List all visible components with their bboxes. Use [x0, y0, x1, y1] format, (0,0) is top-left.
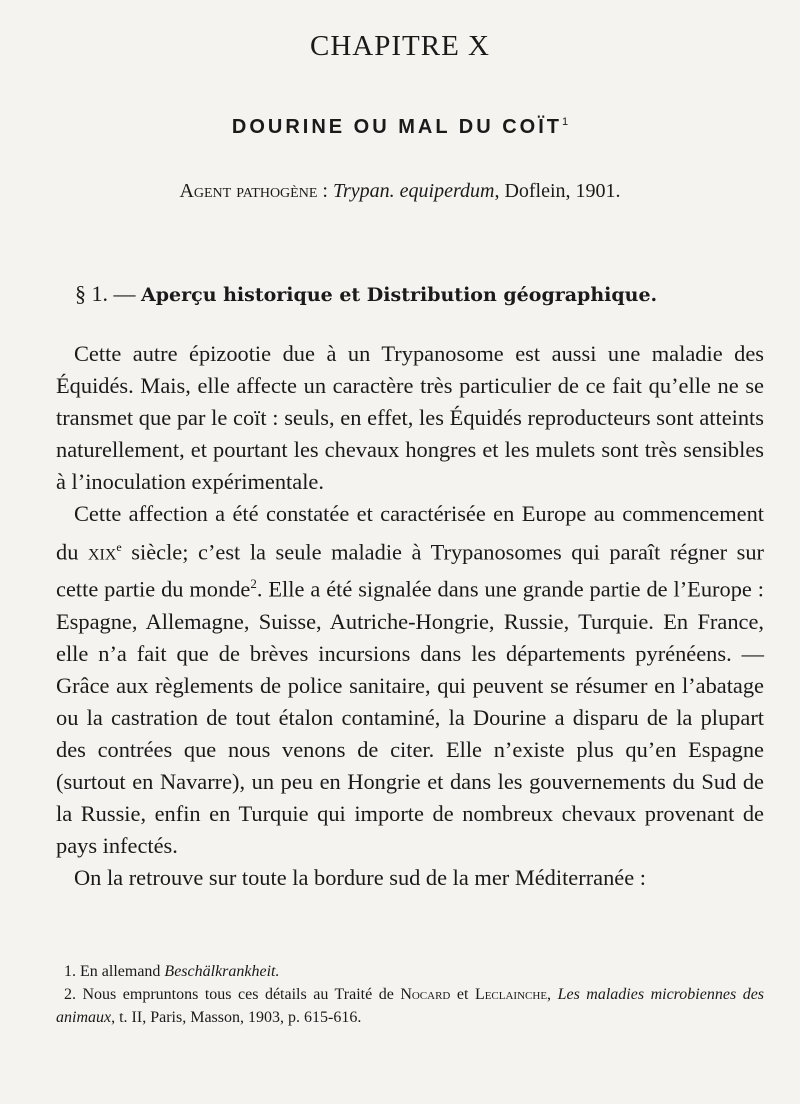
- footnote-ref-2: 2: [250, 576, 257, 592]
- footnotes: [56, 960, 764, 1029]
- footnote-2-author-2: Leclainche: [474, 986, 548, 1003]
- paragraph-2: [56, 498, 764, 862]
- footnote-2-comma: ,: [547, 986, 558, 1003]
- agent-species: Trypan. equiperdum: [332, 180, 495, 202]
- agent-author: , Doflein, 1901.: [494, 180, 621, 202]
- footnote-1-text: 1. En allemand: [64, 963, 165, 980]
- title-footnote-ref: 1: [561, 116, 569, 128]
- body-text: [56, 338, 764, 895]
- paragraph-1: Cette autre épizootie due à un Trypanosome est aussi une maladie des Équidés. Mais, elle affecte un caractère très particulier de ce fait qu’elle ne se transmet que par le coït : seuls, en effet, les Équidés reproducteurs sont atteints naturellement, et pourtant les chevaux hongres et les mulets sont très sensibles à l’inoculation expérimentale.: [56, 341, 764, 495]
- footnote-2-author-1: Nocard: [400, 986, 451, 1003]
- footnote-1: [56, 960, 764, 983]
- footnote-2-rest: , t. II, Paris, Masson, 1903, p. 615-616.: [111, 1009, 362, 1026]
- agent-separator: :: [317, 180, 333, 202]
- paragraph-2-part-b: siècle; c’est la seule maladie à Trypanosomes qui paraît régner sur cette partie du monde: [56, 539, 764, 602]
- footnote-2-book-title: Les maladies microbiennes des animaux: [56, 986, 765, 1026]
- century-numeral: xix: [87, 539, 117, 565]
- agent-label: Agent pathogène: [179, 180, 318, 202]
- footnote-2-text: 2. Nous empruntons tous ces détails au Traité de: [64, 986, 401, 1003]
- section-title: Aperçu historique et Distribution géographique.: [141, 284, 658, 306]
- footnote-2-and: et: [450, 986, 475, 1003]
- paragraph-2-part-c: . Elle a été signalée dans une grande partie de l’Europe : Espagne, Allemagne, Suisse, Autriche-Hongrie, Russie, Turquie. En France, elle n’a fait que de brèves incursions dans les départements pyrénéens. — Grâce aux règlements de police sanitaire, qui peuvent se résumer en l’abatage ou la castration de tout étalon contaminé, la Dourine a disparu de la plupart des contrées que nous venons de citer. Elle n’existe plus qu’en Espagne (surtout en Navarre), un peu en Hongrie et dans les gouvernements du Sud de la Russie, enfin en Turquie qui importe de nombreux chevaux provenant de pays infectés.: [56, 576, 764, 859]
- footnote-2: [56, 983, 764, 1029]
- chapter-title-text: DOURINE OU MAL DU COÏT: [231, 116, 562, 138]
- paragraph-2-part-a: Cette affection a été constatée et caractérisée en Europe au commencement du: [56, 501, 764, 565]
- paragraph-3: On la retrouve sur toute la bordure sud de la mer Méditerranée :: [74, 865, 646, 891]
- chapter-title: [0, 116, 800, 139]
- chapter-heading: CHAPITRE X: [310, 30, 490, 62]
- pathogenic-agent-line: [0, 180, 800, 203]
- section-heading: [75, 281, 755, 307]
- footnote-1-italic: Beschälkrankheit.: [164, 963, 280, 980]
- century-superscript: e: [116, 539, 122, 554]
- section-number: § 1. —: [75, 281, 141, 306]
